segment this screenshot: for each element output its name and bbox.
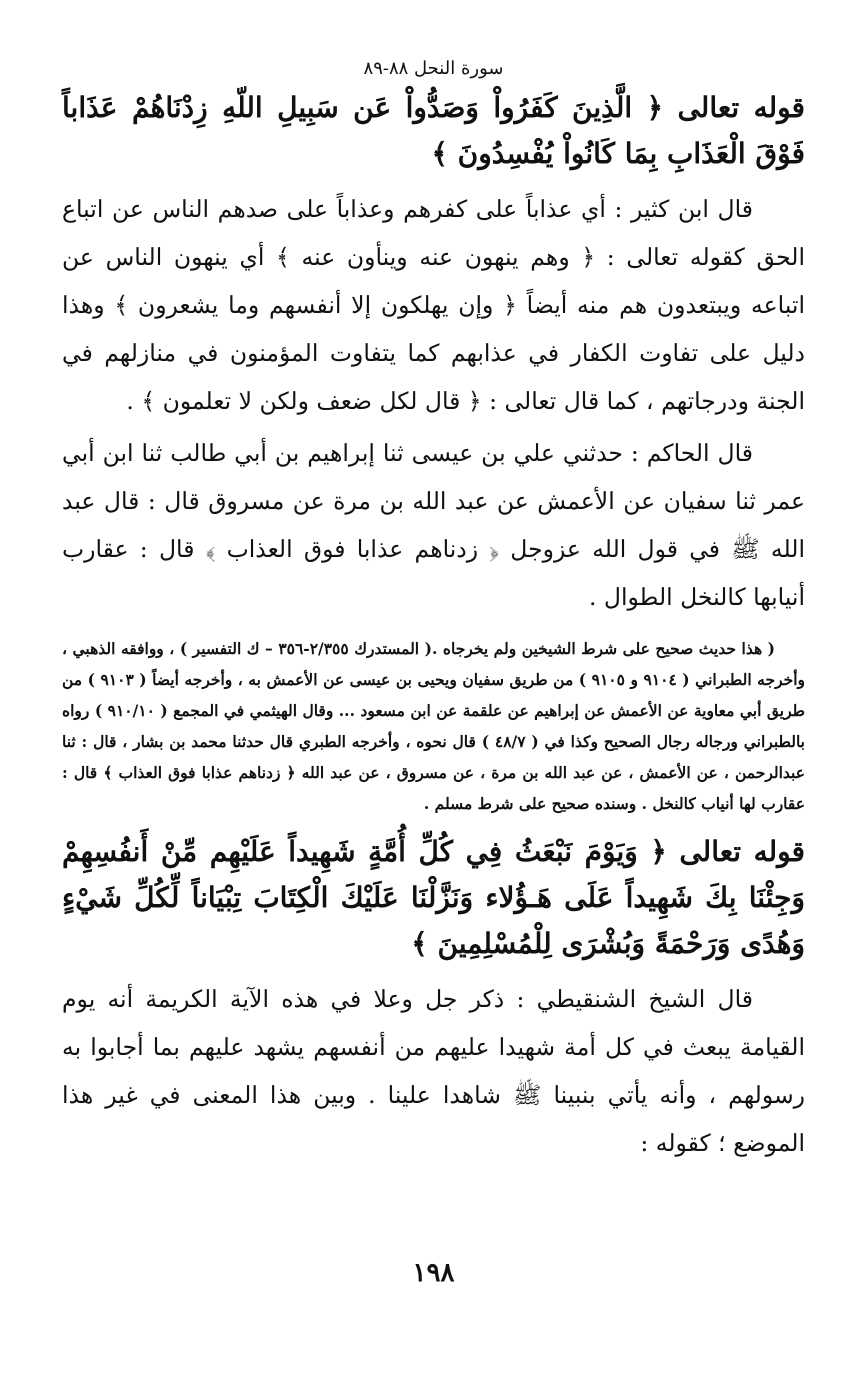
footnote-takhrij: ( هذا حديث صحيح على شرط الشيخين ولم يخرجاه .( المستدرك ٢/٣٥٥-٣٥٦ – ك التفسير ) ، ووافقه الذهبي ، وأخرجه الطبراني ( ٩١٠٤ و ٩١٠٥ ) من طريق سفيان ويحيى بن عيسى عن الأعمش به ، وأخرجه أيضاً ( ٩١٠٣ ) من طريق أبي معاوية عن الأعمش عن إبراهيم عن علقمة عن ابن مسعود ... وقال الهيثمي في المجمع ( ٩١٠/١٠ ) رواه بالطبراني ورجاله رجال الصحيح وكذا في ( ٤٨/٧ ) قال نحوه ، وأخرجه الطبري قال حدثنا محمد بن بشار ، قال : ثنا عبدالرحمن ، عن الأعمش ، عن عبد الله بن مرة ، عن مسروق ، عن عبد الله ﴿ زدناهم عذابا فوق العذاب ﴾ قال : عقارب لها أنياب كالنخل . وسنده صحيح على شرط مسلم . (62, 639, 806, 813)
verse-text-2: ﴿ وَيَوْمَ نَبْعَثُ فِي كُلِّ أُمَّةٍ شَهِيداً عَلَيْهِم مِّنْ أَنفُسِهِمْ وَجِئْنَا بِكَ شَهِيداً عَلَى هَـؤُلاء وَنَزَّلْنَا عَلَيْكَ الْكِتَابَ تِبْيَاناً لِّكُلِّ شَيْءٍ وَهُدًى وَرَحْمَةً وَبُشْرَى لِلْمُسْلِمِينَ ﴾ (62, 835, 805, 960)
page-number: ١٩٨ (412, 1258, 455, 1288)
verse-text-1: ﴿ الَّذِينَ كَفَرُواْ وَصَدُّواْ عَن سَبِيلِ اللّهِ زِدْنَاهُمْ عَذَاباً فَوْقَ الْعَذَابِ بِمَا كَانُواْ يُفْسِدُونَ ﴾ (62, 91, 805, 170)
verse-lead-2: قوله تعالى (679, 835, 806, 868)
paragraph-ibn-kathir: قال ابن كثير : أي عذاباً على كفرهم وعذاباً على صدهم الناس عن اتباع الحق كقوله تعالى : ﴿ وهم ينهون عنه وينأون عنه ﴾ أي ينهون الناس عن اتباعه ويبتعدون هم منه أيضاً ﴿ وإن يهلكون إلا أنفسهم وما يشعرون ﴾ وهذا دليل على تفاوت الكفار في عذابهم كما يتفاوت المؤمنون في منازلهم في الجنة ودرجاتهم ، كما قال تعالى : ﴿ قال لكل ضعف ولكن لا تعلمون ﴾ . (62, 195, 805, 415)
paragraph-shanqiti: قال الشيخ الشنقيطي : ذكر جل وعلا في هذه الآية الكريمة أنه يوم القيامة يبعث في كل أمة شهيدا عليهم من أنفسهم يشهد عليهم بما أجابوا به رسولهم ، وأنه يأتي بنبينا ﷺ شاهدا علينا . وبين هذا المعنى في غير هذا الموضع ؛ كقوله : (62, 985, 805, 1157)
running-header: سورة النحل ٨٨-٨٩ (363, 58, 504, 79)
verse-block-2 (62, 829, 805, 967)
verse-lead-1: قوله تعالى (677, 91, 806, 124)
paragraph-hakim: قال الحاكم : حدثني علي بن عيسى ثنا إبراهيم بن أبي طالب ثنا ابن أبي عمر ثنا سفيان عن الأعمش عن عبد الله بن مرة عن مسروق قال : قال عبد الله ﷺ في قول الله عزوجل ﴿ زدناهم عذابا فوق العذاب ﴾ قال : عقارب أنيابها كالنخل الطوال . (62, 439, 805, 611)
verse-block-1 (62, 85, 805, 177)
